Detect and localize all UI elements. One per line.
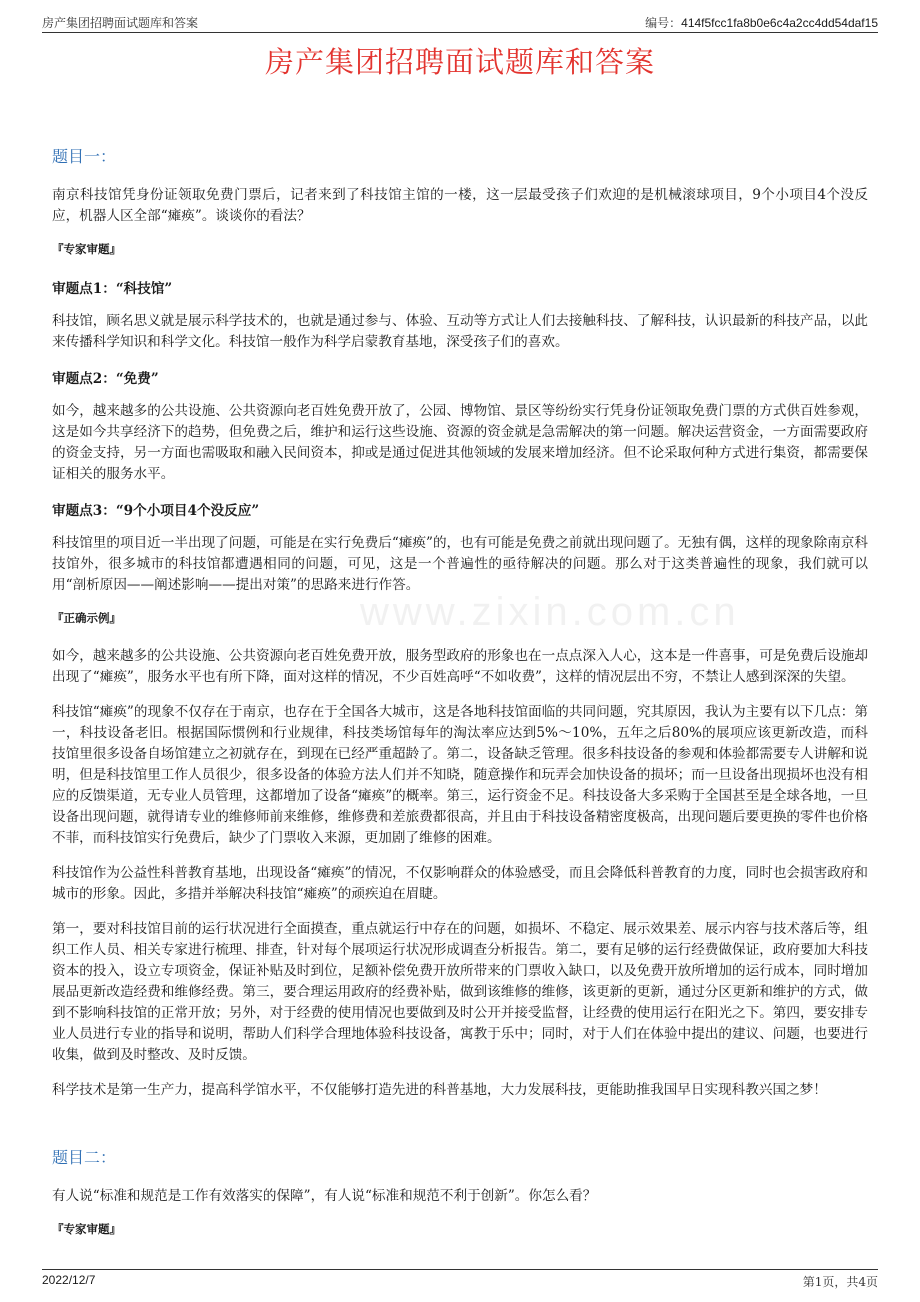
example-paragraph: 科学技术是第一生产力，提高科学馆水平，不仅能够打造先进的科普基地，大力发展科技，更能助推我国早日实现科教兴国之梦！ xyxy=(52,1082,827,1098)
example-paragraph: 科技馆“瘫痪”的现象不仅存在于南京，也存在于全国各大城市，这是各地科技馆面临的共同问题，究其原因，我认为主要有以下几点：第一，科技设备老旧。根据国际惯例和行业规律，科技类场馆每年的淘汰率应达到5%～10%，五年之后80%的展项应该更新改造，而科技馆里很多设备自场馆建立之初就存在，到现在已经严重超龄了。第二，设备缺乏管理。很多科技设备的参观和体验都需要专人讲解和说明，但是科技馆里工作人员很少，很多设备的体验方法人们并不知晓，随意操作和玩弄会加快设备的损坏；而一旦设备出现损坏也没有相应的反馈渠道，无专业人员管理，这都增加了设备“瘫痪”的概率。第三，运行资金不足。科技设备大多采购于全国甚至是全球各地，一旦设备出现问题，就得请专业的维修师前来维修，维修费和差旅费都很高，并且由于科技设备精密度极高，出现问题后要更换的零件也价格不菲，而科技馆实行免费后，缺少了门票收入来源，更加剧了维修的困难。 xyxy=(52,704,868,846)
header-code-label: 编号： xyxy=(645,16,682,30)
example-paragraph: 科技馆作为公益性科普教育基地，出现设备“瘫痪”的情况，不仅影响群众的体验感受，而且会降低科普教育的力度，同时也会损害政府和城市的形象。因此，多措并举解决科技馆“瘫痪”的顽疾迫在眉睫。 xyxy=(52,865,868,902)
review-point-2-text: 如今，越来越多的公共设施、公共资源向老百姓免费开放了，公园、博物馆、景区等纷纷实行凭身份证领取免费门票的方式供百姓参观，这是如今共享经济下的趋势，但免费之后，维护和运行这些设施、资源的资金就是急需解决的第一问题。解决运营资金，一方面需要政府的资金支持，另一方面也需吸取和融入民间资本，抑或是通过促进其他领域的发展来增加经济。但不论采取何种方式进行集资，都需要保证相关的服务水平。 xyxy=(52,403,868,482)
header-doc-name: 房产集团招聘面试题库和答案 xyxy=(42,16,199,30)
review-point-1-title: 审题点1：“科技馆” xyxy=(52,281,173,297)
page-title: 房产集团招聘面试题库和答案 xyxy=(264,45,655,79)
question-2-text: 有人说“标准和规范是工作有效落实的保障”，有人说“标准和规范不利于创新”。你怎么看？ xyxy=(52,1188,597,1204)
review-point-2-title: 审题点2：“免费” xyxy=(52,371,159,387)
question-1-text: 南京科技馆凭身份证领取免费门票后，记者来到了科技馆主馆的一楼，这一层最受孩子们欢迎的是机械滚球项目，9个小项目4个没反应，机器人区全部“瘫痪”。谈谈你的看法？ xyxy=(52,187,868,224)
expert-review-label: 『专家审题』 xyxy=(52,242,121,256)
page-footer xyxy=(42,1269,878,1288)
document-body xyxy=(52,144,868,1257)
example-paragraph: 如今，越来越多的公共设施、公共资源向老百姓免费开放，服务型政府的形象也在一点点深入人心，这本是一件喜事，可是免费后设施却出现了“瘫痪”，服务水平也有所下降，面对这样的情况，不少百姓高呼“不如收费”，这样的情况层出不穷，不禁让人感到深深的失望。 xyxy=(52,648,868,685)
review-point-3-title: 审题点3：“9个小项目4个没反应” xyxy=(52,503,260,519)
footer-page-info: 第1页，共4页 xyxy=(802,1275,878,1289)
footer-date: 2022/12/7 xyxy=(42,1273,96,1287)
header-doc-code xyxy=(645,14,878,31)
watermark: www.zixin.com.cn xyxy=(360,590,740,634)
correct-example-label: 『正确示例』 xyxy=(52,611,121,625)
question-2-heading: 题目二： xyxy=(52,1148,117,1167)
header-code-value: 414f5fcc1fa8b0e6c4a2cc4dd54daf15 xyxy=(681,16,878,30)
review-point-3-text: 科技馆里的项目近一半出现了问题，可能是在实行免费后“瘫痪”的，也有可能是免费之前就出现问题了。无独有偶，这样的现象除南京科技馆外，很多城市的科技馆都遭遇相同的问题，可见，这是一个普遍性的亟待解决的问题。那么对于这类普遍性的现象，我们就可以用“剖析原因——阐述影响——提出对策”的思路来进行作答。 xyxy=(52,535,868,593)
page-header xyxy=(42,12,878,33)
question-1-heading: 题目一： xyxy=(52,147,117,166)
expert-review-label: 『专家审题』 xyxy=(52,1222,121,1236)
review-point-1-text: 科技馆，顾名思义就是展示科学技术的，也就是通过参与、体验、互动等方式让人们去接触科技、了解科技，认识最新的科技产品，以此来传播科学知识和科学文化。科技馆一般作为科学启蒙教育基地，深受孩子们的喜欢。 xyxy=(52,313,868,350)
example-paragraph: 第一，要对科技馆目前的运行状况进行全面摸查，重点就运行中存在的问题，如损坏、不稳定、展示效果差、展示内容与技术落后等，组织工作人员、相关专家进行梳理、排查，针对每个展项运行状况形成调查分析报告。第二，要有足够的运行经费做保证，政府要加大科技资本的投入，设立专项资金，保证补贴及时到位，足额补偿免费开放所带来的门票收入缺口，以及免费开放所增加的运行成本，同时增加展品更新改造经费和维修经费。第三，要合理运用政府的经费补贴，做到该维修的维修，该更新的更新，通过分区更新和维护的方式，做到不影响科技馆的正常开放；另外，对于经费的使用情况也要做到及时公开并接受监督，让经费的使用运行在阳光之下。第四，要安排专业人员进行专业的指导和说明，帮助人们科学合理地体验科技设备，寓教于乐中；同时，对于人们在体验中提出的建议、问题，也要进行收集，做到及时整改、及时反馈。 xyxy=(52,921,868,1063)
